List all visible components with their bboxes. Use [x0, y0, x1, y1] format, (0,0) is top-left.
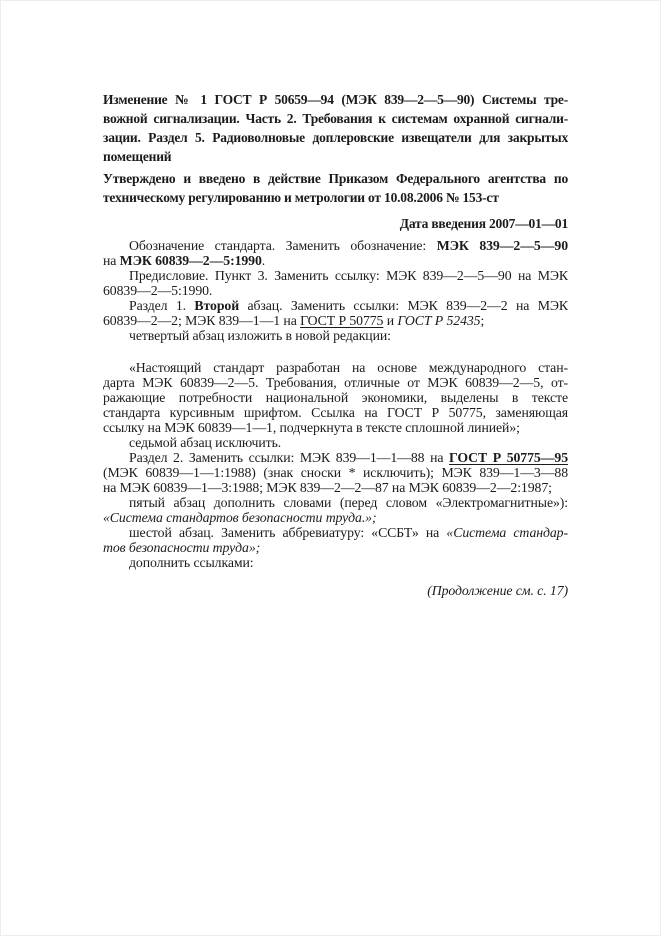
document-content	[103, 90, 568, 598]
text-run: Изменение № 1 ГОСТ Р 50659—94 (МЭК 839—2—5—90) Системы тре-	[103, 92, 568, 107]
italic-text-run: ГОСТ Р 52435	[397, 313, 481, 328]
text-run: шестой абзац. Заменить аббревиатуру: «ССБТ» на	[129, 525, 447, 540]
text-line	[103, 525, 568, 540]
text-line	[103, 253, 568, 268]
text-run: 60839—2—2; МЭК 839—1—1 на	[103, 313, 301, 328]
seventh-paragraph-note	[103, 435, 568, 450]
fourth-paragraph-note	[103, 328, 568, 343]
designation-change	[103, 238, 568, 268]
section-2-change	[103, 450, 568, 495]
text-run: и	[383, 313, 398, 328]
text-run: четвертый абзац изложить в новой редакции:	[129, 328, 391, 343]
text-line	[103, 283, 568, 298]
text-line	[103, 375, 568, 390]
bold-text-run: Второй	[194, 298, 240, 313]
italic-text-run: «Система стандар-	[446, 525, 568, 540]
text-line	[103, 298, 568, 313]
text-run: дарта МЭК 60839—2—5. Требования, отличные от МЭК 60839—2—5, от-	[103, 375, 568, 390]
text-line	[103, 435, 568, 450]
text-run: Утверждено и введено в действие Приказом Федерального агентства по	[103, 171, 568, 186]
text-line	[103, 510, 568, 525]
text-run: ражающие потребности национальной экономики, выделены в тексте	[103, 390, 568, 405]
text-line	[103, 169, 568, 188]
text-line	[103, 147, 568, 166]
text-line	[103, 555, 568, 570]
continuation-note	[103, 583, 568, 598]
bold-text-run: МЭК 60839—2—5:1990	[119, 253, 262, 268]
text-line	[103, 328, 568, 343]
text-run: на МЭК 60839—1—3:1988; МЭК 839—2—2—87 на МЭК 60839—2—2:1987;	[103, 480, 552, 495]
underlined-reference: ГОСТ Р 50775—95	[449, 450, 568, 465]
text-run: ;	[480, 313, 485, 328]
text-run: Раздел 2. Заменить ссылки: МЭК 839—1—1—88 на	[129, 450, 450, 465]
italic-text-run: (Продолжение см. с. 17)	[427, 583, 568, 598]
sixth-paragraph-change	[103, 525, 568, 555]
amendment-title	[103, 90, 568, 166]
approval-statement	[103, 169, 568, 207]
text-line	[103, 420, 568, 435]
text-run: пятый абзац дополнить словами (перед словом «Электромагнитные»):	[129, 495, 568, 510]
underlined-reference: ГОСТ Р 50775	[300, 313, 384, 328]
text-run: зации. Раздел 5. Радиоволновые доплеровские извещатели для закрытых	[103, 130, 568, 145]
text-run: Предисловие. Пункт 3. Заменить ссылку: МЭК 839—2—5—90 на МЭК	[129, 268, 568, 283]
text-line	[103, 90, 568, 109]
text-run: «Настоящий стандарт разработан на основе международного стан-	[129, 360, 568, 375]
text-line	[103, 128, 568, 147]
text-run: Дата введения 2007—01—01	[399, 216, 568, 231]
bold-text-run: МЭК 839—2—5—90	[436, 238, 568, 253]
text-line	[103, 214, 568, 233]
italic-text-run: тов безопасности труда»;	[103, 540, 261, 555]
text-line	[103, 540, 568, 555]
text-run: вожной сигнализации. Часть 2. Требования к системам охранной сигнали-	[103, 111, 568, 126]
text-line	[103, 188, 568, 207]
text-run: помещений	[103, 149, 172, 164]
text-line	[103, 495, 568, 510]
text-line	[103, 268, 568, 283]
text-line	[103, 583, 568, 598]
text-run: седьмой абзац исключить.	[129, 435, 282, 450]
text-line	[103, 480, 568, 495]
text-line	[103, 405, 568, 420]
text-run: Обозначение стандарта. Заменить обозначение:	[129, 238, 437, 253]
text-line	[103, 238, 568, 253]
fifth-paragraph-addition	[103, 495, 568, 525]
text-run: 60839—2—5:1990.	[103, 283, 213, 298]
date-of-introduction	[103, 214, 568, 233]
text-run: дополнить ссылками:	[129, 555, 254, 570]
section-1-change	[103, 298, 568, 328]
text-line	[103, 390, 568, 405]
text-line	[103, 109, 568, 128]
text-run: .	[261, 253, 266, 268]
text-line	[103, 465, 568, 480]
text-run: Раздел 1.	[129, 298, 195, 313]
text-run: на	[103, 253, 120, 268]
text-run: абзац. Заменить ссылки: МЭК 839—2—2 на МЭК	[239, 298, 568, 313]
text-run: (МЭК 60839—1—1:1988) (знак сноски * исключить); МЭК 839—1—3—88	[103, 465, 568, 480]
text-run: техническому регулированию и метрологии от 10.08.2006 № 153-ст	[103, 190, 499, 205]
add-references-note	[103, 555, 568, 570]
foreword-change	[103, 268, 568, 298]
text-run: стандарта курсивным шрифтом. Ссылка на ГОСТ Р 50775, заменяющая	[103, 405, 568, 420]
text-line	[103, 450, 568, 465]
italic-text-run: «Система стандартов безопасности труда.»;	[103, 510, 377, 525]
text-line	[103, 360, 568, 375]
text-run: ссылку на МЭК 60839—1—1, подчеркнута в тексте сплошной линией»;	[103, 420, 520, 435]
new-edition-text	[103, 360, 568, 435]
text-line	[103, 313, 568, 328]
